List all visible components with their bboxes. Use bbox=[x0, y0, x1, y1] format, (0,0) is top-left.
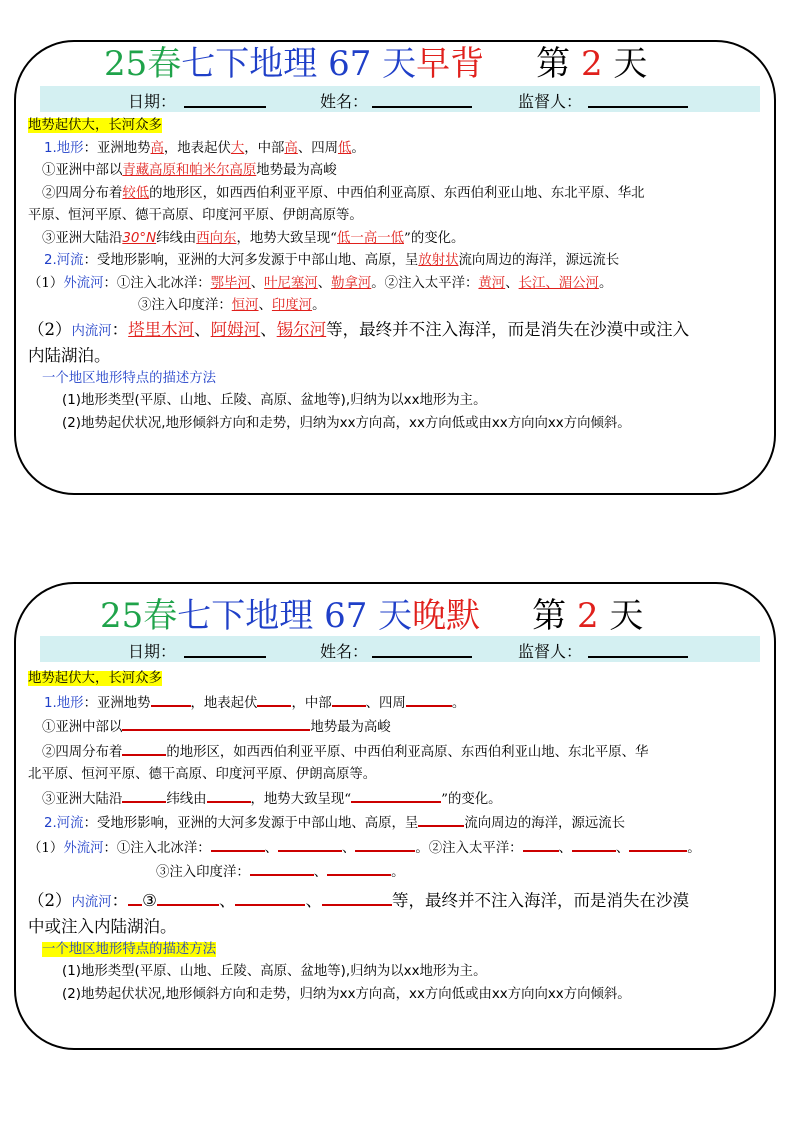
supervisor-blank[interactable] bbox=[588, 106, 688, 108]
list-item: ③亚洲大陆沿 纬线由 ，地势大致呈现“ ”的变化。 bbox=[28, 787, 764, 812]
list-item: ①亚洲中部以青藏高原和帕米尔高原地势最为高峻 bbox=[42, 163, 337, 178]
fill-blank[interactable] bbox=[523, 836, 559, 852]
method-item: (2)地势起伏状况,地形倾斜方向和走势，归纳为xx方向高，xx方向低或由xx方向向xx方向倾斜。 bbox=[62, 986, 631, 1002]
fill-blank[interactable] bbox=[278, 836, 342, 852]
fill-blank[interactable] bbox=[327, 860, 391, 876]
fill-blank[interactable] bbox=[418, 811, 464, 827]
indian-ocean-line: ③注入印度洋：恒河、印度河。 bbox=[138, 298, 326, 313]
info-bar bbox=[40, 86, 760, 112]
fill-blank[interactable] bbox=[211, 836, 265, 852]
name-blank[interactable] bbox=[372, 656, 472, 658]
name-blank[interactable] bbox=[372, 106, 472, 108]
fill-blank[interactable] bbox=[322, 890, 392, 906]
indian-ocean-line: ③注入印度洋： 、 。 bbox=[28, 860, 764, 885]
interior-rivers-line: （2）内流河： ③ 、 、 等，最终并不注入海洋，而是消失在沙漠 bbox=[28, 890, 689, 910]
method-item: (1)地形类型(平原、山地、丘陵、高原、盆地等),归纳为以xx地形为主。 bbox=[62, 964, 487, 979]
rivers-line: 2.河流：受地形影响，亚洲的大河多发源于中部山地、高原，呈放射状流向周边的海洋，源远流长 bbox=[44, 253, 620, 268]
fill-blank[interactable] bbox=[151, 691, 191, 707]
fill-blank[interactable] bbox=[207, 787, 251, 803]
method-item: (2)地势起伏状况,地形倾斜方向和走势，归纳为xx方向高，xx方向低或由xx方向向xx方向倾斜。 bbox=[62, 415, 631, 431]
fill-blank[interactable] bbox=[235, 890, 305, 906]
fill-blank[interactable] bbox=[572, 836, 616, 852]
card-content bbox=[28, 668, 764, 1006]
list-item-cont: 北平原、恒河平原、德干高原、印度河平原、伊朗高原等。 bbox=[28, 767, 377, 782]
list-item: ②四周分布着较低的地形区，如西西伯利亚平原、中西伯利亚高原、东西伯利亚山地、东北平原、华北 bbox=[42, 185, 645, 201]
fill-blank[interactable] bbox=[257, 691, 291, 707]
exterior-rivers-line: （1）外流河：①注入北冰洋： 、 、 。②注入太平洋： 、 、 。 bbox=[28, 836, 764, 861]
fill-blank[interactable] bbox=[157, 890, 219, 906]
fill-blank[interactable] bbox=[332, 691, 366, 707]
section-heading: 地势起伏大，长河众多 bbox=[28, 118, 162, 133]
method-title: 一个地区地形特点的描述方法 bbox=[42, 941, 217, 957]
list-item: ①亚洲中部以 地势最为高峻 bbox=[28, 715, 764, 740]
section-heading: 地势起伏大，长河众多 bbox=[28, 671, 162, 686]
fill-blank[interactable] bbox=[351, 787, 441, 803]
method-title: 一个地区地形特点的描述方法 bbox=[42, 370, 217, 386]
name-label: 姓名： bbox=[320, 92, 369, 111]
evening-dictation-card bbox=[14, 582, 776, 1050]
date-blank[interactable] bbox=[184, 106, 266, 108]
list-item-cont: 平原、恒河平原、德干高原、印度河平原、伊朗高原等。 bbox=[28, 208, 363, 223]
rivers-line: 2.河流：受地形影响，亚洲的大河多发源于中部山地、高原，呈 流向周边的海洋，源远流长 bbox=[28, 811, 764, 836]
card-title: 25春七下地理 67 天早背 第 2 天 bbox=[104, 44, 648, 84]
supervisor-label: 监督人： bbox=[518, 642, 583, 661]
list-item: ③亚洲大陆沿30°N纬线由西向东，地势大致呈现“低一高一低”的变化。 bbox=[42, 230, 465, 246]
info-bar bbox=[40, 636, 760, 662]
fill-blank[interactable] bbox=[406, 691, 452, 707]
interior-rivers-line: （2）内流河：塔里木河、阿姆河、锡尔河等，最终并不注入海洋，而是消失在沙漠中或注入 bbox=[28, 319, 690, 339]
card-title: 25春七下地理 67 天晚默 第 2 天 bbox=[100, 596, 644, 636]
date-label: 日期： bbox=[128, 642, 177, 661]
exterior-rivers-line: （1）外流河：①注入北冰洋：鄂毕河、叶尼塞河、勒拿河。②注入太平洋：黄河、长江、湄公河。 bbox=[28, 275, 613, 291]
fill-blank[interactable] bbox=[122, 740, 166, 756]
supervisor-label: 监督人： bbox=[518, 92, 583, 111]
card-content bbox=[28, 115, 764, 435]
fill-blank[interactable] bbox=[122, 787, 166, 803]
fill-blank[interactable] bbox=[122, 715, 310, 731]
fill-blank[interactable] bbox=[250, 860, 314, 876]
method-item: (1)地形类型(平原、山地、丘陵、高原、盆地等),归纳为以xx地形为主。 bbox=[62, 393, 487, 408]
fill-blank[interactable] bbox=[355, 836, 415, 852]
date-label: 日期： bbox=[128, 92, 177, 111]
name-label: 姓名： bbox=[320, 642, 369, 661]
terrain-line: 1.地形：亚洲地势 ，地表起伏 ，中部 、四周 。 bbox=[28, 691, 764, 716]
supervisor-blank[interactable] bbox=[588, 656, 688, 658]
morning-recite-card bbox=[14, 40, 776, 495]
terrain-line: 1.地形：亚洲地势高，地表起伏大，中部高、四周低。 bbox=[44, 140, 365, 156]
date-blank[interactable] bbox=[184, 656, 266, 658]
fill-blank[interactable] bbox=[629, 836, 687, 852]
interior-rivers-cont: 内陆湖泊。 bbox=[28, 345, 111, 365]
list-item: ②四周分布着 的地形区，如西西伯利亚平原、中西伯利亚高原、东西伯利亚山地、东北平原、华 bbox=[28, 740, 764, 765]
fill-blank[interactable] bbox=[128, 890, 142, 906]
interior-rivers-cont: 中或注入内陆湖泊。 bbox=[28, 916, 177, 936]
